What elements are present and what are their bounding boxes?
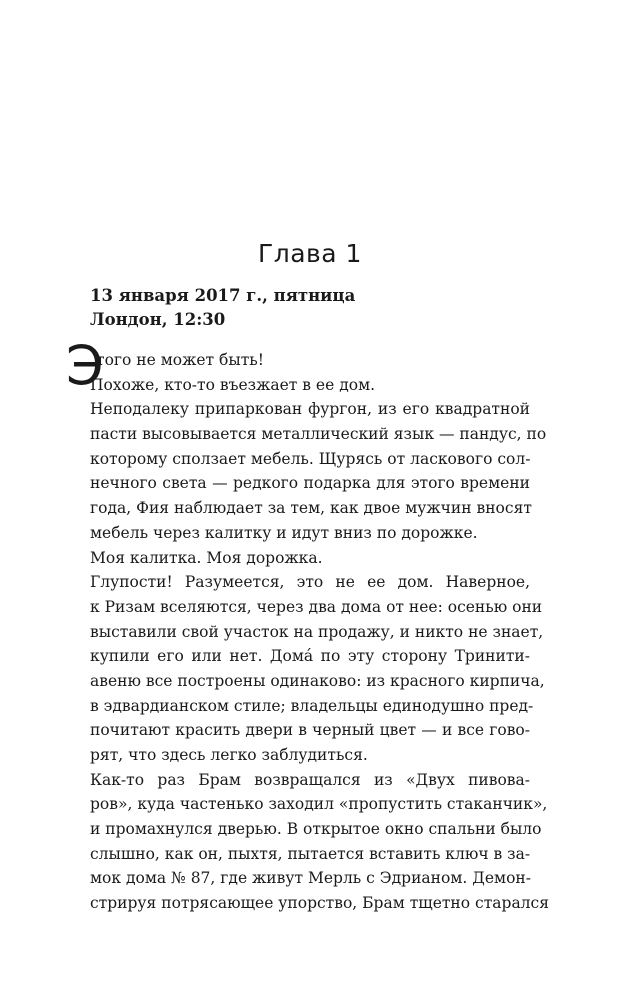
text-line: мебель через калитку и идут вниз по дорожке. xyxy=(90,523,478,542)
text-line: нечного света — редкого подарка для этого времени xyxy=(90,474,530,493)
drop-cap: Э xyxy=(66,334,104,397)
text-line: к Ризам вселяются, через два дома от нее: осенью они xyxy=(90,597,543,616)
text-line: слышно, как он, пыхтя, пытается вставить ключ в за- xyxy=(90,844,531,863)
text-line: Как-то раз Брам возвращался из «Двух пивова- xyxy=(90,770,530,789)
text-line: Глупости! Разумеется, это не ее дом. Наверное, xyxy=(90,573,530,592)
chapter-meta xyxy=(90,284,355,332)
text-line: купили его или нет. Домá по эту сторону Тринити- xyxy=(90,647,530,666)
text-line: пасти высовывается металлический язык — пандус, по xyxy=(90,425,547,444)
chapter-title: Глава 1 xyxy=(258,239,362,268)
text-line: стрируя потрясающее упорство, Брам тщетно старался xyxy=(90,894,549,913)
text-line: которому сползает мебель. Щурясь от ласкового сол- xyxy=(90,449,531,468)
text-line: Похоже, кто-то въезжает в ее дом. xyxy=(90,375,376,394)
text-line: года, Фия наблюдает за тем, как двое мужчин вносят xyxy=(90,499,532,518)
body-text xyxy=(90,348,549,916)
text-line: рят, что здесь легко заблудиться. xyxy=(90,746,368,764)
text-line: мок дома № 87, где живут Мерль с Эдрианом. Демон- xyxy=(90,869,531,888)
text-line: Моя калитка. Моя дорожка. xyxy=(90,548,323,567)
text-line: авеню все построены одинаково: из красного кирпича, xyxy=(90,671,545,690)
chapter-place-time: Лондон, 12:30 xyxy=(90,310,226,329)
text-line: выставили свой участок на продажу, и никто не знает, xyxy=(90,622,544,641)
text-line: того не может быть! xyxy=(96,351,264,369)
text-line: в эдвардианском стиле; владельцы единодушно пред- xyxy=(90,696,534,715)
text-line: Неподалеку припаркован фургон, из его квадратной xyxy=(90,400,530,419)
text-line: и промахнулся дверью. В открытое окно спальни было xyxy=(90,820,542,839)
text-line: ров», куда частенько заходил «пропустить стаканчик», xyxy=(90,795,548,814)
text-line: почитают красить двери в черный цвет — и все гово- xyxy=(90,721,530,740)
chapter-date: 13 января 2017 г., пятница xyxy=(90,286,356,305)
